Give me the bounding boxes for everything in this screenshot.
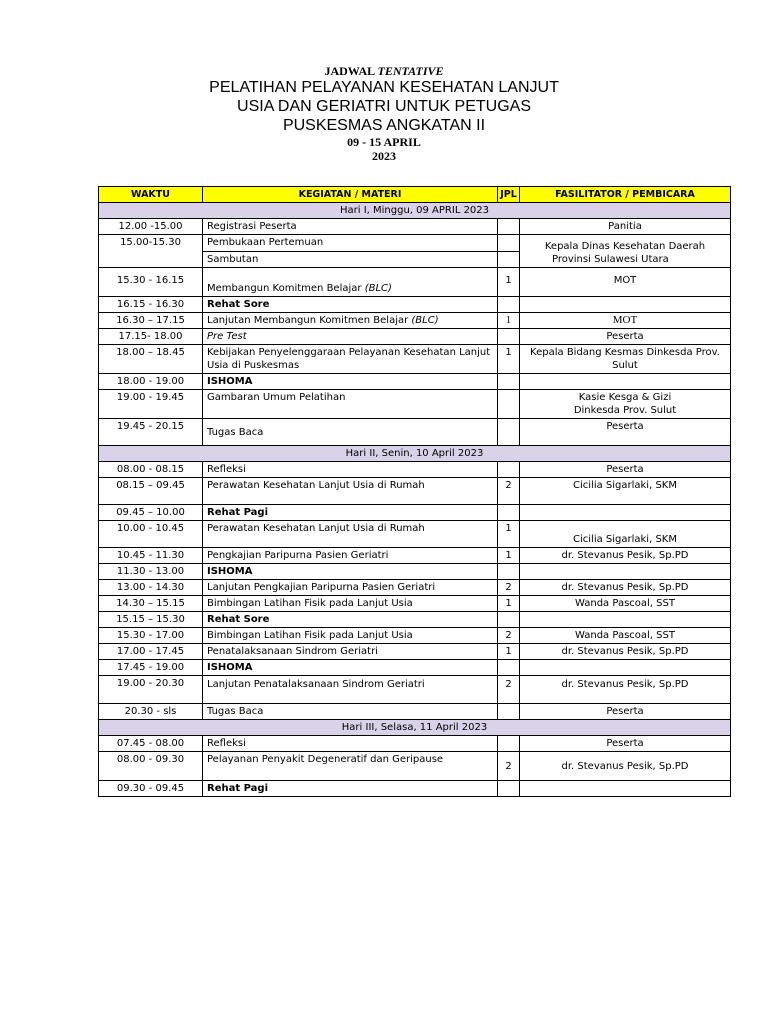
day-header-row [99,446,731,462]
activity-cell: Kebijakan Penyelenggaraan Pelayanan Kesehatan Lanjut Usia di Puskesmas [203,345,498,374]
facilitator-cell [520,297,731,313]
facilitator-cell: dr. Stevanus Pesik, Sp.PD [520,548,731,564]
jpl-cell [498,564,520,580]
jpl-cell [498,251,520,268]
activity-cell: Pengkajian Paripurna Pasien Geriatri [203,548,498,564]
jpl-cell [498,462,520,478]
facilitator-line: Provinsi Sulawesi Utara [552,254,669,265]
table-row [99,548,731,564]
table-row [99,781,731,797]
facilitator-cell: Kepala Bidang Kesmas Dinkesda Prov. Sulut [520,345,731,374]
jpl-cell [498,660,520,676]
day-header-row [99,720,731,736]
activity-cell: Bimbingan Latihan Fisik pada Lanjut Usia [203,628,498,644]
jpl-cell: 2 [498,752,520,781]
table-row [99,219,731,235]
jpl-cell: 1 [498,521,520,548]
activity-cell: ISHOMA [203,660,498,676]
time-cell: 20.30 - sls [99,704,203,720]
facilitator-cell: MOT [520,268,731,297]
time-cell: 17.45 - 19.00 [99,660,203,676]
table-row [99,235,731,252]
facilitator-cell [520,505,731,521]
activity-cell: Lanjutan Penatalaksanaan Sindrom Geriatri [203,676,498,704]
activity-cell: Rehat Sore [203,612,498,628]
facilitator-cell: dr. Stevanus Pesik, Sp.PD [520,676,731,704]
activity-cell: Registrasi Peserta [203,219,498,235]
document-header [0,64,768,163]
facilitator-cell [520,390,731,419]
day-header-row [99,203,731,219]
table-row [99,736,731,752]
jpl-cell [498,390,520,419]
table-row [99,313,731,329]
activity-cell: Perawatan Kesehatan Lanjut Usia di Rumah [203,478,498,505]
activity-cell: Lanjutan Membangun Komitmen Belajar (BLC) [203,313,498,329]
jpl-cell [498,612,520,628]
activity-cell: ISHOMA [203,564,498,580]
date-range: 09 - 15 APRIL [347,135,421,149]
table-row [99,478,731,505]
facilitator-cell: Peserta [520,704,731,720]
table-row [99,644,731,660]
activity-cell: Refleksi [203,736,498,752]
time-cell: 10.45 - 11.30 [99,548,203,564]
time-cell: 08.15 – 09.45 [99,478,203,505]
jpl-cell [498,419,520,446]
table-row [99,268,731,297]
table-row [99,752,731,781]
activity-cell: Perawatan Kesehatan Lanjut Usia di Rumah [203,521,498,548]
time-cell: 17.00 - 17.45 [99,644,203,660]
table-row [99,462,731,478]
time-cell: 08.00 - 08.15 [99,462,203,478]
time-cell: 15.30 - 17.00 [99,628,203,644]
activity-cell: Pembukaan Pertemuan [203,235,498,252]
time-cell: 15.00-15.30 [99,235,203,268]
time-cell: 08.00 - 09.30 [99,752,203,781]
jpl-cell: 1 [498,644,520,660]
facilitator-cell [520,564,731,580]
facilitator-cell: Wanda Pascoal, SST [520,596,731,612]
time-cell: 18.00 - 19.00 [99,374,203,390]
facilitator-cell: MOT [520,313,731,329]
column-header-jpl: JPL [498,187,520,203]
time-cell: 10.00 - 10.45 [99,521,203,548]
time-cell: 19.45 - 20.15 [99,419,203,446]
facilitator-line: Dinkesda Prov. Sulut [573,405,677,416]
table-row [99,505,731,521]
jpl-cell [498,704,520,720]
facilitator-cell: Peserta [520,419,731,446]
activity-cell: Gambaran Umum Pelatihan [203,390,498,419]
facilitator-cell [520,374,731,390]
jpl-cell [498,329,520,345]
jpl-cell: 1 [498,313,520,329]
column-header-waktu: WAKTU [99,187,203,203]
time-cell: 09.30 - 09.45 [99,781,203,797]
activity-cell: Tugas Baca [203,704,498,720]
time-cell: 18.00 – 18.45 [99,345,203,374]
table-row [99,390,731,419]
jpl-cell: 2 [498,676,520,704]
facilitator-line: Kasie Kesga & Gizi [578,392,672,403]
table-row [99,596,731,612]
table-row [99,660,731,676]
jpl-cell: 2 [498,478,520,505]
time-cell: 16.15 - 16.30 [99,297,203,313]
activity-cell: Rehat Pagi [203,505,498,521]
time-cell: 14.30 – 15.15 [99,596,203,612]
facilitator-cell [520,781,731,797]
activity-cell: Refleksi [203,462,498,478]
facilitator-cell: dr. Stevanus Pesik, Sp.PD [520,644,731,660]
facilitator-cell: Cicilia Sigarlaki, SKM [520,478,731,505]
facilitator-line: Kepala Dinas Kesehatan Daerah [544,241,706,252]
activity-cell: Tugas Baca [203,419,498,446]
schedule-label: JADWAL TENTATIVE [324,64,444,78]
facilitator-cell: Peserta [520,736,731,752]
activity-cell: ISHOMA [203,374,498,390]
time-cell: 15.30 - 16.15 [99,268,203,297]
jpl-cell: 1 [498,548,520,564]
time-cell: 19.00 - 19.45 [99,390,203,419]
jpl-cell [498,219,520,235]
activity-cell: Penatalaksanaan Sindrom Geriatri [203,644,498,660]
facilitator-cell: dr. Stevanus Pesik, Sp.PD [520,752,731,781]
table-row [99,345,731,374]
activity-cell: Rehat Sore [203,297,498,313]
facilitator-cell [520,660,731,676]
jpl-cell [498,297,520,313]
time-cell: 16.30 – 17.15 [99,313,203,329]
activity-cell: Sambutan [203,251,498,268]
day-header: Hari II, Senin, 10 April 2023 [99,446,731,462]
jpl-cell: 2 [498,628,520,644]
day-header: Hari III, Selasa, 11 April 2023 [99,720,731,736]
activity-cell: Lanjutan Pengkajian Paripurna Pasien Geriatri [203,580,498,596]
table-header-row [99,187,731,203]
table-row [99,612,731,628]
training-title-line-2: USIA DAN GERIATRI UNTUK PETUGAS [237,98,531,115]
jpl-cell [498,235,520,252]
table-row [99,676,731,704]
time-cell: 13.00 - 14.30 [99,580,203,596]
time-cell: 19.00 - 20.30 [99,676,203,704]
date-year: 2023 [372,149,396,163]
jpl-cell [498,374,520,390]
day-header: Hari I, Minggu, 09 APRIL 2023 [99,203,731,219]
table-row [99,374,731,390]
facilitator-cell: Peserta [520,329,731,345]
table-row [99,564,731,580]
training-title-line-1: PELATIHAN PELAYANAN KESEHATAN LANJUT [209,79,559,96]
jpl-cell: 1 [498,596,520,612]
time-cell: 12.00 -15.00 [99,219,203,235]
activity-cell: Bimbingan Latihan Fisik pada Lanjut Usia [203,596,498,612]
facilitator-cell: Peserta [520,462,731,478]
activity-cell: Membangun Komitmen Belajar (BLC) [203,268,498,297]
column-header-fasilitator: FASILITATOR / PEMBICARA [520,187,731,203]
facilitator-cell: Cicilia Sigarlaki, SKM [520,521,731,548]
schedule-table [98,186,731,797]
table-row [99,419,731,446]
time-cell: 17.15- 18.00 [99,329,203,345]
jpl-cell [498,736,520,752]
facilitator-cell: Panitia [520,219,731,235]
jpl-cell: 1 [498,268,520,297]
table-row [99,704,731,720]
facilitator-cell: Wanda Pascoal, SST [520,628,731,644]
table-row [99,297,731,313]
column-header-kegiatan: KEGIATAN / MATERI [203,187,498,203]
time-cell: 15.15 – 15.30 [99,612,203,628]
facilitator-cell [520,612,731,628]
time-cell: 07.45 - 08.00 [99,736,203,752]
facilitator-cell [520,235,731,268]
table-row [99,521,731,548]
table-row [99,580,731,596]
activity-cell: Pelayanan Penyakit Degeneratif dan Geripause [203,752,498,781]
time-cell: 11.30 - 13.00 [99,564,203,580]
time-cell: 09.45 – 10.00 [99,505,203,521]
training-title-line-3: PUSKESMAS ANGKATAN II [282,117,486,134]
table-row [99,628,731,644]
activity-cell: Rehat Pagi [203,781,498,797]
facilitator-cell: dr. Stevanus Pesik, Sp.PD [520,580,731,596]
activity-cell: Pre Test [203,329,498,345]
jpl-cell [498,781,520,797]
jpl-cell: 1 [498,345,520,374]
jpl-cell [498,505,520,521]
jpl-cell: 2 [498,580,520,596]
table-row [99,329,731,345]
